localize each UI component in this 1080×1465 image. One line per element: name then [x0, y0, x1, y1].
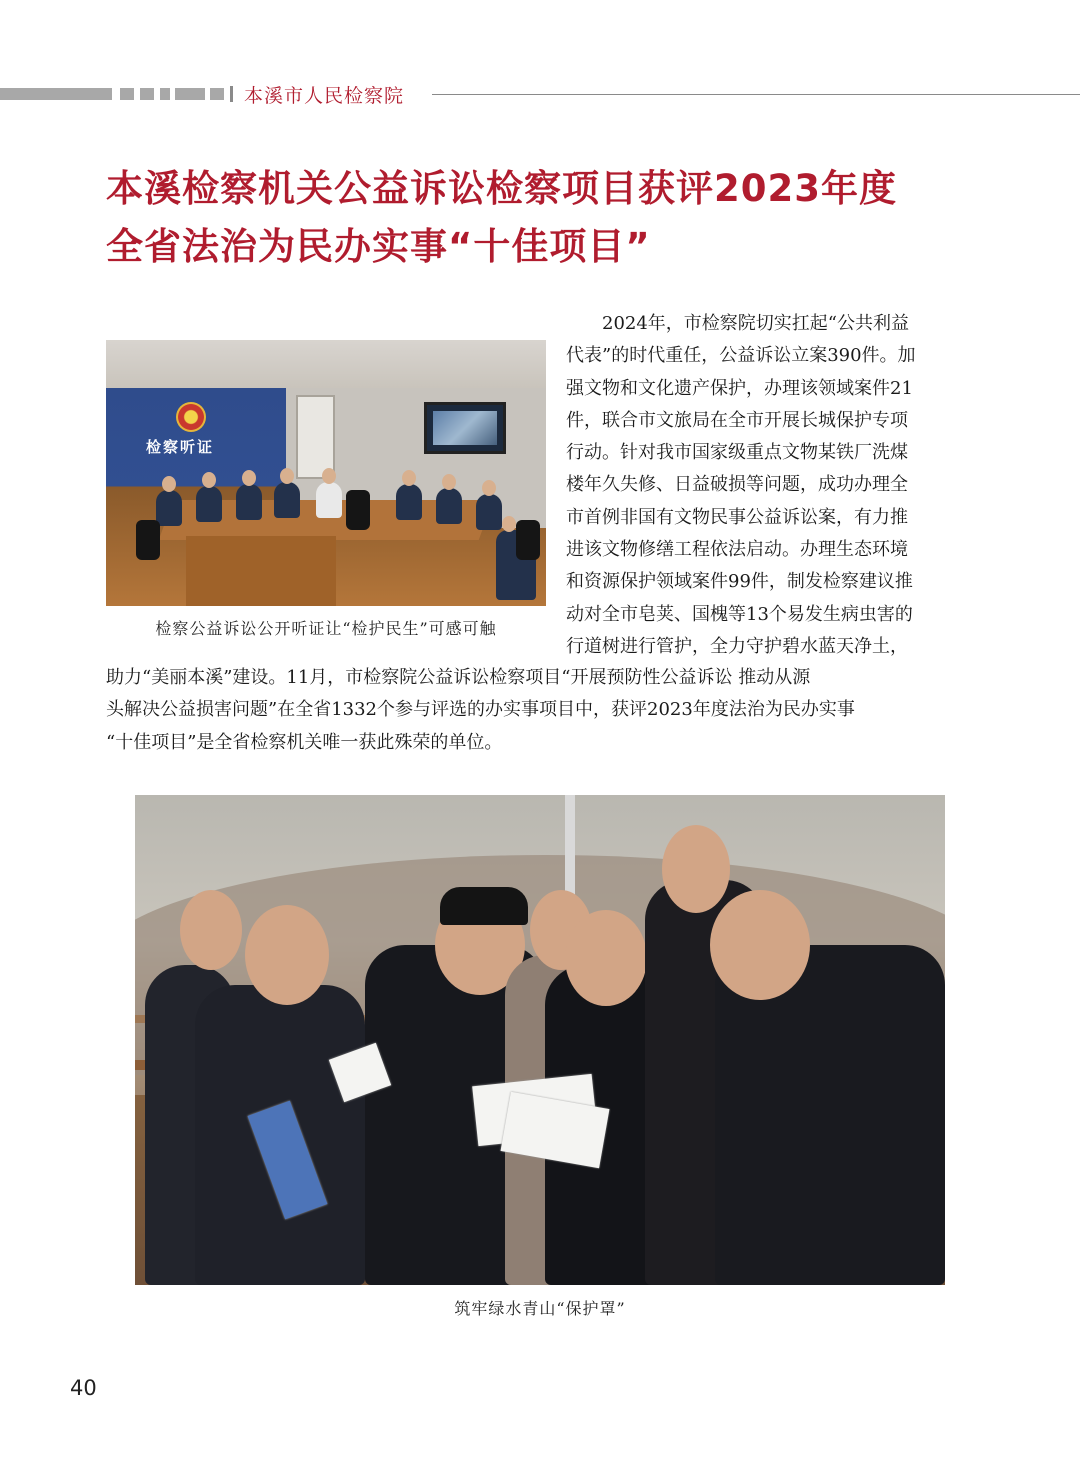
section-label: 本溪市人民检察院 — [244, 85, 405, 107]
body-line: 代表”的时代重任，公益诉讼立案390件。加 — [566, 345, 916, 367]
field-inspection-photo — [135, 795, 945, 1285]
body-line: 件，联合市文旅局在全市开展长城保护专项 — [566, 409, 908, 431]
body-line: 楼年久失修、日益破损等问题，成功办理全 — [566, 474, 908, 496]
body-line: 2024年，市检察院切实扛起“公共利益 — [602, 313, 910, 334]
procuratorate-emblem-icon — [176, 402, 206, 432]
body-line: 和资源保护领域案件99件，制发检察建议推 — [566, 571, 913, 593]
page-number: 40 — [70, 1376, 97, 1400]
article-body-full — [106, 662, 974, 759]
title-line: 本溪检察机关公益诉讼检察项目获评2023年度 — [106, 167, 897, 210]
body-line: 行道树进行管护，全力守护碧水蓝天净土， — [566, 635, 908, 657]
header-rule — [432, 94, 1080, 95]
article-title — [106, 160, 1006, 276]
body-line: 强文物和文化遗产保护，办理该领域案件21 — [566, 377, 913, 399]
header-bar — [160, 88, 170, 100]
body-line: 进该文物修缮工程依法启动。办理生态环境 — [566, 539, 908, 561]
hearing-photo — [106, 340, 546, 606]
hearing-sign: 检察听证 — [146, 438, 215, 456]
header-bar — [140, 88, 154, 100]
body-line: 助力“美丽本溪”建设。11月，市检察院公益诉讼检察项目“开展预防性公益诉讼 推动从源 — [106, 667, 811, 688]
article-body-right — [566, 308, 974, 663]
header-bar — [120, 88, 134, 100]
body-line: 市首例非国有文物民事公益诉讼案，有力推 — [566, 506, 908, 528]
header-bar — [175, 88, 205, 100]
header-bar — [0, 88, 112, 100]
header-separator — [230, 86, 233, 102]
body-line: 行动。针对我市国家级重点文物某铁厂洗煤 — [566, 442, 908, 464]
photo-screen — [424, 402, 506, 454]
body-line: 动对全市皂荚、国槐等13个易发生病虫害的 — [566, 603, 913, 625]
field-photo-caption: 筑牢绿水青山“保护罩” — [454, 1299, 626, 1318]
title-line: 全省法治为民办实事“十佳项目” — [106, 225, 651, 268]
body-line: “十佳项目”是全省检察机关唯一获此殊荣的单位。 — [106, 731, 503, 753]
running-header — [0, 84, 1080, 107]
body-line: 头解决公益损害问题”在全省1332个参与评选的办实事项目中，获评2023年度法治为民办实事 — [106, 699, 855, 721]
hearing-photo-caption: 检察公益诉讼公开听证让“检护民生”可感可触 — [155, 619, 497, 638]
photo-people — [136, 460, 536, 606]
header-bar — [210, 88, 224, 100]
